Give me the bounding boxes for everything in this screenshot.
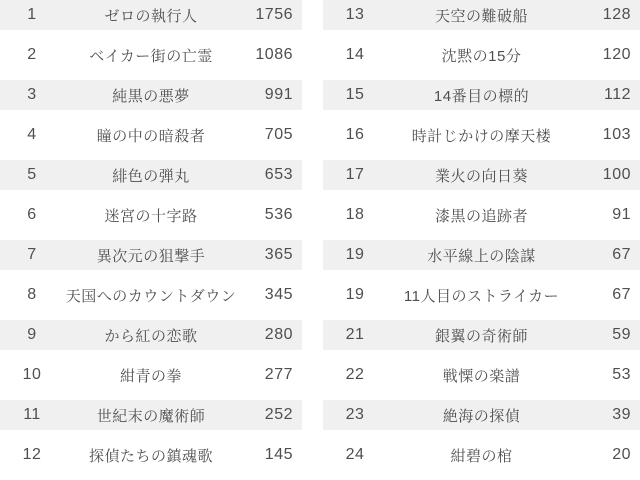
title-cell: ベイカー街の亡霊 <box>89 47 213 65</box>
table-row <box>323 240 640 270</box>
ranking-column-left <box>0 0 302 480</box>
table-row <box>323 40 640 70</box>
table-row <box>323 160 640 190</box>
table-row <box>323 360 640 390</box>
title-cell: 絶海の探偵 <box>442 407 521 425</box>
title-cell: 世紀末の魔術師 <box>96 407 206 425</box>
table-row <box>0 0 302 30</box>
value-cell: 100 <box>602 166 631 183</box>
title-cell: 水平線上の陰謀 <box>427 247 536 265</box>
ranking-column-right <box>323 0 640 480</box>
rank-cell: 11 <box>23 406 41 423</box>
table-row <box>0 360 302 390</box>
table-row <box>0 240 302 270</box>
title-cell: から紅の恋歌 <box>104 327 198 345</box>
title-cell: 瞳の中の暗殺者 <box>96 127 206 145</box>
value-cell: 252 <box>264 406 293 423</box>
title-cell: 11人目のストライカー <box>403 287 560 305</box>
table-row <box>323 440 640 470</box>
rank-cell: 3 <box>27 86 37 103</box>
value-cell: 67 <box>612 286 631 303</box>
rank-cell: 16 <box>345 126 365 143</box>
rank-cell: 14 <box>345 46 365 63</box>
title-cell: 14番目の標的 <box>433 87 530 105</box>
table-row <box>323 120 640 150</box>
rank-cell: 2 <box>27 46 37 63</box>
value-cell: 103 <box>602 126 631 143</box>
table-row <box>0 120 302 150</box>
rank-cell: 4 <box>27 126 37 143</box>
title-cell: 純黒の悪夢 <box>112 87 190 105</box>
value-cell: 67 <box>612 246 631 263</box>
title-cell: 探偵たちの鎮魂歌 <box>88 447 213 465</box>
title-cell: 業火の向日葵 <box>434 167 528 185</box>
value-cell: 1756 <box>255 6 293 23</box>
rank-cell: 23 <box>345 406 365 423</box>
value-cell: 536 <box>264 206 293 223</box>
table-row <box>0 440 302 470</box>
value-cell: 1086 <box>255 46 293 63</box>
value-cell: 345 <box>264 286 293 303</box>
table-row <box>323 200 640 230</box>
value-cell: 39 <box>612 406 631 423</box>
rank-cell: 9 <box>27 326 37 343</box>
value-cell: 653 <box>264 166 293 183</box>
value-cell: 112 <box>603 86 631 103</box>
table-row <box>323 0 640 30</box>
table-row <box>0 40 302 70</box>
title-cell: 漆黒の追跡者 <box>434 207 528 225</box>
table-row <box>323 400 640 430</box>
table-row <box>0 200 302 230</box>
value-cell: 120 <box>602 46 631 63</box>
rank-cell: 10 <box>22 366 42 383</box>
title-cell: 銀翼の奇術師 <box>434 327 528 345</box>
rank-cell: 5 <box>27 166 37 183</box>
value-cell: 991 <box>264 86 293 103</box>
title-cell: 紺碧の棺 <box>450 447 513 465</box>
rank-cell: 22 <box>345 366 365 383</box>
rank-cell: 17 <box>345 166 365 183</box>
title-cell: 紺青の拳 <box>119 367 182 385</box>
rank-cell: 21 <box>345 326 365 343</box>
table-row <box>0 280 302 310</box>
title-cell: 戦慄の楽譜 <box>442 367 521 385</box>
title-cell: 天国へのカウントダウン <box>65 287 237 305</box>
value-cell: 280 <box>264 326 293 343</box>
table-row <box>0 400 302 430</box>
rank-cell: 8 <box>27 286 37 303</box>
value-cell: 277 <box>264 366 293 383</box>
value-cell: 91 <box>612 206 631 223</box>
rank-cell: 12 <box>22 446 42 463</box>
value-cell: 365 <box>264 246 293 263</box>
value-cell: 20 <box>612 446 631 463</box>
rank-cell: 1 <box>27 6 37 23</box>
value-cell: 59 <box>612 326 631 343</box>
title-cell: 天空の難破船 <box>434 7 528 25</box>
table-row <box>323 280 640 310</box>
table-row <box>0 320 302 350</box>
rank-cell: 24 <box>345 446 365 463</box>
rank-cell: 19 <box>345 246 365 263</box>
title-cell: 異次元の狙撃手 <box>96 247 206 265</box>
rank-cell: 15 <box>345 86 365 103</box>
column-gap <box>302 0 323 471</box>
title-cell: 迷宮の十字路 <box>104 207 198 225</box>
rank-cell: 7 <box>27 246 37 263</box>
table-row <box>323 80 640 110</box>
title-cell: 緋色の弾丸 <box>112 167 190 185</box>
value-cell: 53 <box>612 366 631 383</box>
value-cell: 705 <box>264 126 293 143</box>
rank-cell: 18 <box>345 206 365 223</box>
table-row <box>323 320 640 350</box>
value-cell: 128 <box>602 6 631 23</box>
rank-cell: 13 <box>345 6 365 23</box>
rank-cell: 6 <box>27 206 37 223</box>
table-row <box>0 160 302 190</box>
title-cell: 時計じかけの摩天楼 <box>411 127 552 145</box>
title-cell: ゼロの執行人 <box>104 7 198 25</box>
title-cell: 沈黙の15分 <box>441 47 522 65</box>
value-cell: 145 <box>264 446 293 463</box>
table-row <box>0 80 302 110</box>
rank-cell: 19 <box>345 286 365 303</box>
